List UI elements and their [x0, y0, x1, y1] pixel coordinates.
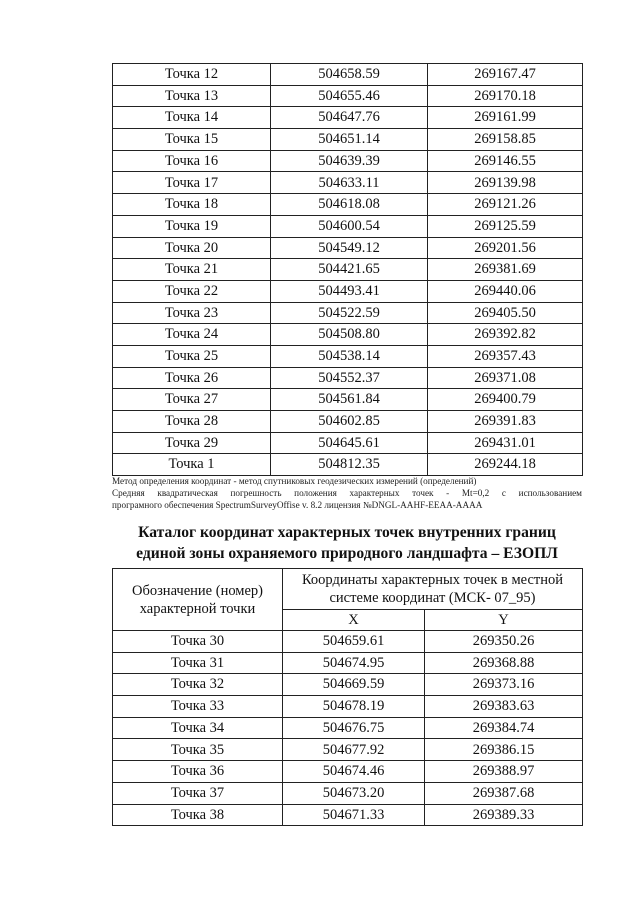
y-coordinate-cell: 269373.16: [425, 674, 583, 696]
x-coordinate-cell: 504493.41: [271, 280, 428, 302]
x-coordinate-cell: 504618.08: [271, 194, 428, 216]
x-coordinate-cell: 504633.11: [271, 172, 428, 194]
heading-line-2: единой зоны охраняемого природного ландшафта – ЕЗОПЛ: [136, 545, 558, 562]
table-row: [113, 215, 583, 237]
table-row: [113, 280, 583, 302]
table-row: [113, 761, 583, 783]
x-coordinate-cell: 504655.46: [271, 85, 428, 107]
point-name-cell: Точка 17: [113, 172, 271, 194]
table-row: [113, 696, 583, 718]
point-name-cell: Точка 18: [113, 194, 271, 216]
y-coordinate-cell: 269383.63: [425, 696, 583, 718]
table-row: [113, 107, 583, 129]
point-name-cell: Точка 20: [113, 237, 271, 259]
point-name-cell: Точка 36: [113, 761, 283, 783]
table2-body: [113, 631, 583, 826]
note-software: програмного обеспечения SpectrumSurveyOffise v. 8.2 лицензия №DNGL-AAHF-EEAA-AAAA: [112, 500, 483, 510]
x-coordinate-cell: 504651.14: [271, 129, 428, 151]
table-row: [113, 652, 583, 674]
table-row: [113, 150, 583, 172]
table-row: [113, 324, 583, 346]
point-name-cell: Точка 27: [113, 389, 271, 411]
table-row: [113, 194, 583, 216]
y-coordinate-cell: 269350.26: [425, 631, 583, 653]
x-coordinate-cell: 504602.85: [271, 411, 428, 433]
x-coordinate-cell: 504522.59: [271, 302, 428, 324]
point-name-cell: Точка 28: [113, 411, 271, 433]
x-coordinate-cell: 504677.92: [283, 739, 425, 761]
x-coordinate-cell: 504658.59: [271, 64, 428, 86]
point-name-cell: Точка 35: [113, 739, 283, 761]
x-coordinate-cell: 504659.61: [283, 631, 425, 653]
x-coordinate-cell: 504639.39: [271, 150, 428, 172]
x-coordinate-cell: 504508.80: [271, 324, 428, 346]
point-name-cell: Точка 16: [113, 150, 271, 172]
x-coordinate-cell: 504676.75: [283, 717, 425, 739]
table-row: [113, 454, 583, 476]
y-coordinate-cell: 269125.59: [428, 215, 583, 237]
table-row: [113, 674, 583, 696]
x-coordinate-cell: 504645.61: [271, 432, 428, 454]
point-name-cell: Точка 15: [113, 129, 271, 151]
point-name-cell: Точка 26: [113, 367, 271, 389]
table-row: [113, 345, 583, 367]
point-name-cell: Точка 23: [113, 302, 271, 324]
x-coordinate-cell: 504812.35: [271, 454, 428, 476]
point-name-cell: Точка 34: [113, 717, 283, 739]
x-coordinate-cell: 504538.14: [271, 345, 428, 367]
header-point-label: Обозначение (номер) характерной точки: [113, 569, 283, 631]
y-coordinate-cell: 269167.47: [428, 64, 583, 86]
point-name-cell: Точка 25: [113, 345, 271, 367]
table-row: [113, 302, 583, 324]
point-name-cell: Точка 21: [113, 259, 271, 281]
table-row: [113, 237, 583, 259]
x-coordinate-cell: 504647.76: [271, 107, 428, 129]
table-row: [113, 85, 583, 107]
y-coordinate-cell: 269201.56: [428, 237, 583, 259]
y-coordinate-cell: 269146.55: [428, 150, 583, 172]
catalog-heading: [80, 522, 614, 564]
y-coordinate-cell: 269387.68: [425, 782, 583, 804]
y-coordinate-cell: 269384.74: [425, 717, 583, 739]
point-name-cell: Точка 38: [113, 804, 283, 826]
y-coordinate-cell: 269405.50: [428, 302, 583, 324]
point-name-cell: Точка 12: [113, 64, 271, 86]
y-coordinate-cell: 269400.79: [428, 389, 583, 411]
x-coordinate-cell: 504674.46: [283, 761, 425, 783]
table-row: [113, 259, 583, 281]
y-coordinate-cell: 269391.83: [428, 411, 583, 433]
x-coordinate-cell: 504552.37: [271, 367, 428, 389]
point-name-cell: Точка 19: [113, 215, 271, 237]
note-method: Метод определения координат - метод спутниковых геодезических измерений (определений): [112, 476, 477, 486]
point-name-cell: Точка 30: [113, 631, 283, 653]
point-name-cell: Точка 1: [113, 454, 271, 476]
point-name-cell: Точка 14: [113, 107, 271, 129]
x-coordinate-cell: 504673.20: [283, 782, 425, 804]
table-row: [113, 129, 583, 151]
y-coordinate-cell: 269392.82: [428, 324, 583, 346]
y-coordinate-cell: 269121.26: [428, 194, 583, 216]
point-name-cell: Точка 33: [113, 696, 283, 718]
y-coordinate-cell: 269368.88: [425, 652, 583, 674]
x-coordinate-cell: 504678.19: [283, 696, 425, 718]
method-notes: [112, 475, 582, 511]
header-y: Y: [425, 610, 583, 631]
note-accuracy: Средняя квадратическая погрешность положения характерных точек - Mt=0,2 с использованием: [112, 488, 582, 498]
x-coordinate-cell: 504421.65: [271, 259, 428, 281]
table-row: [113, 172, 583, 194]
header-coordinates: Координаты характерных точек в местной системе координат (МСК- 07_95): [283, 569, 583, 610]
y-coordinate-cell: 269388.97: [425, 761, 583, 783]
header-x: X: [283, 610, 425, 631]
x-coordinate-cell: 504671.33: [283, 804, 425, 826]
table-row: [113, 739, 583, 761]
y-coordinate-cell: 269381.69: [428, 259, 583, 281]
point-name-cell: Точка 32: [113, 674, 283, 696]
table-row: [113, 432, 583, 454]
y-coordinate-cell: 269357.43: [428, 345, 583, 367]
coordinates-table-continued: [112, 63, 583, 476]
heading-line-1: Каталог координат характерных точек внутренних границ: [138, 524, 556, 541]
table-row: [113, 804, 583, 826]
point-name-cell: Точка 29: [113, 432, 271, 454]
table-row: [113, 64, 583, 86]
table-row: [113, 782, 583, 804]
table-row: [113, 367, 583, 389]
x-coordinate-cell: 504549.12: [271, 237, 428, 259]
table-row: [113, 389, 583, 411]
y-coordinate-cell: 269139.98: [428, 172, 583, 194]
table-row: [113, 411, 583, 433]
y-coordinate-cell: 269389.33: [425, 804, 583, 826]
point-name-cell: Точка 37: [113, 782, 283, 804]
table1-body: [113, 64, 583, 476]
y-coordinate-cell: 269386.15: [425, 739, 583, 761]
table-row: [113, 717, 583, 739]
point-name-cell: Точка 13: [113, 85, 271, 107]
y-coordinate-cell: 269244.18: [428, 454, 583, 476]
point-name-cell: Точка 31: [113, 652, 283, 674]
table-row: [113, 631, 583, 653]
x-coordinate-cell: 504600.54: [271, 215, 428, 237]
y-coordinate-cell: 269431.01: [428, 432, 583, 454]
x-coordinate-cell: 504561.84: [271, 389, 428, 411]
y-coordinate-cell: 269170.18: [428, 85, 583, 107]
y-coordinate-cell: 269440.06: [428, 280, 583, 302]
y-coordinate-cell: 269158.85: [428, 129, 583, 151]
x-coordinate-cell: 504669.59: [283, 674, 425, 696]
inner-boundary-coordinates-table: [112, 568, 583, 826]
point-name-cell: Точка 24: [113, 324, 271, 346]
point-name-cell: Точка 22: [113, 280, 271, 302]
y-coordinate-cell: 269161.99: [428, 107, 583, 129]
x-coordinate-cell: 504674.95: [283, 652, 425, 674]
y-coordinate-cell: 269371.08: [428, 367, 583, 389]
